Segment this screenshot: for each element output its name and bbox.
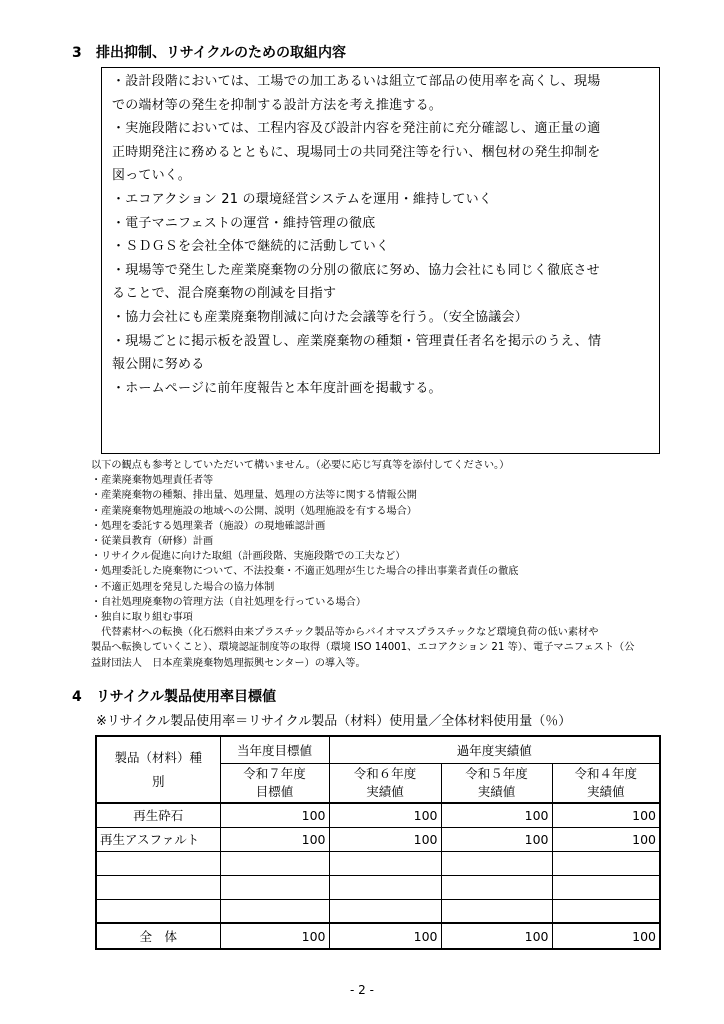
section3-heading [72,42,346,62]
measure-line: ・電子マニフェストの運営・維持管理の徹底 [112,215,376,231]
note-line: ・不適正処理を発見した場合の協力体制 [91,581,275,593]
section4-heading [72,686,276,706]
measure-line: ・設計段階においては、工場での加工あるいは組立て部品の使用率を高くし、現場 [112,74,601,89]
header-item-type: 製品（材料）種 別 [96,736,220,803]
table-row-total [96,923,660,949]
table-row [96,827,660,851]
row-value: 100 [441,803,552,827]
header-current-target: 当年度目標値 [220,736,329,763]
table-row-empty [96,875,660,899]
measure-line: 報公開に努める [112,357,205,373]
table-row [96,803,660,827]
row-value: 100 [329,827,441,851]
total-value: 100 [441,923,552,949]
section3-number: 3 [72,45,82,61]
header-past-results: 過年度実績値 [329,736,660,763]
row-value: 100 [220,827,329,851]
total-value: 100 [329,923,441,949]
note-line: 代替素材への転換（化石燃料由来プラスチック製品等からバイオマスプラスチックなど環境負荷の低い素材や [91,627,599,639]
subheader-r5: 令和５年度 実績値 [441,763,552,803]
measure-line: ・ホームページに前年度報告と本年度計画を掲載する。 [112,380,442,396]
measure-line: 正時期発注に務めるとともに、現場同士の共同発注等を行い、梱包材の発生抑制を [112,144,601,160]
row-value: 100 [329,803,441,827]
note-line: ・処理委託した廃棄物について、不法投棄・不適正処理が生じた場合の排出事業者責任の徹底 [91,566,519,578]
reference-notes [91,458,671,671]
note-line: 製品へ転換していくこと）、環境認証制度等の取得（環境 ISO 14001、エコアクション 21 等）、電子マニフェスト（公 [91,642,635,654]
measure-line: ・実施段階においては、工程内容及び設計内容を発注前に充分確認し、適正量の適 [112,121,601,137]
table-row-empty [96,899,660,923]
measure-line: ・協力会社にも産業廃棄物削減に向けた会議等を行う。（安全協議会） [112,309,528,325]
row-value: 100 [220,803,329,827]
recycled-product-table [95,735,661,950]
measure-line: ることで、混合廃棄物の削減を目指す [112,286,337,302]
note-line: 以下の観点も参考としていただいて構いません。（必要に応じ写真等を添付してください。） [91,460,510,471]
row-value: 100 [441,827,552,851]
note-line: 益財団法人 日本産業廃棄物処理振興センター）の導入等。 [91,657,366,669]
measure-line: ・ＳＤＧＳを会社全体で継続的に活動していく [112,239,390,255]
note-line: ・産業廃棄物処理施設の地域への公開、説明（処理施設を有する場合） [91,505,417,517]
measure-line: での端材等の発生を抑制する設計方法を考え推進する。 [112,97,443,113]
section3-title: 排出抑制、リサイクルのための取組内容 [96,45,347,61]
measure-line: ・現場ごとに掲示板を設置し、産業廃棄物の種類・管理責任者名を掲示のうえ、情 [112,333,602,349]
note-line: ・リサイクル促進に向けた取組（計画段階、実施段階での工夫など） [91,551,406,563]
usage-rate-formula: ※リサイクル製品使用率＝リサイクル製品（材料）使用量／全体材料使用量（％） [96,714,572,729]
row-name: 再生砕石 [96,803,220,827]
section4-number: 4 [72,689,82,705]
subheader-r4: 令和４年度 実績値 [552,763,660,803]
measures-box [101,67,660,454]
note-line: ・処理を委託する処理業者（施設）の現地確認計画 [91,520,326,532]
section4-title: リサイクル製品使用率目標値 [96,689,277,705]
row-value: 100 [552,827,660,851]
note-line: ・独自に取り組む事項 [91,612,193,624]
total-value: 100 [552,923,660,949]
total-name: 全 体 [96,923,220,949]
measure-line: ・エコアクション 21 の環境経営システムを運用・維持していく [112,191,493,207]
note-line: ・産業廃棄物処理責任者等 [91,475,214,487]
row-name: 再生アスファルト [96,827,220,851]
table-row-empty [96,851,660,875]
note-line: ・産業廃棄物の種類、排出量、処理量、処理の方法等に関する情報公開 [91,490,417,502]
total-value: 100 [220,923,329,949]
row-value: 100 [552,803,660,827]
measure-line: 図っていく。 [112,168,191,184]
subheader-r6: 令和６年度 実績値 [329,763,441,803]
subheader-r7: 令和７年度 目標値 [220,763,329,803]
note-line: ・従業員教育（研修）計画 [91,536,214,548]
measure-line: ・現場等で発生した産業廃棄物の分別の徹底に努め、協力会社にも同じく徹底させ [112,262,600,278]
page-number: - 2 - [350,983,374,997]
note-line: ・自社処理廃棄物の管理方法（自社処理を行っている場合） [91,596,367,608]
